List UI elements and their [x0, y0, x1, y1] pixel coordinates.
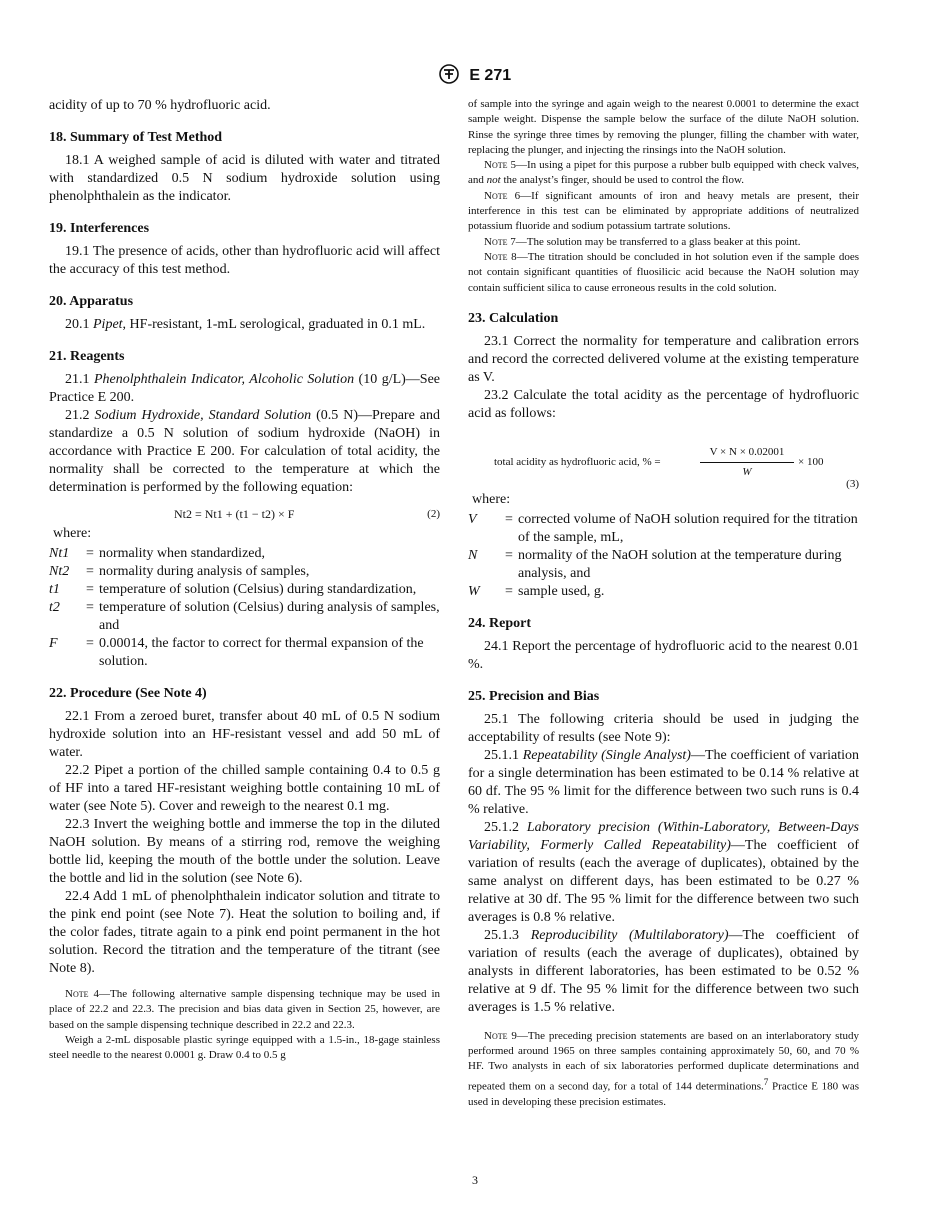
para-23-2: 23.2 Calculate the total acidity as the percentage of hydrofluoric acid as follows: — [468, 387, 859, 421]
equation-2-number: (2) — [427, 508, 440, 520]
definition-equals: = — [505, 583, 513, 599]
section-22-heading: 22. Procedure (See Note 4) — [49, 686, 207, 701]
where-label: where: — [472, 491, 511, 507]
definition-symbol: F — [49, 636, 58, 651]
definition-symbol: t1 — [49, 582, 60, 597]
where-label: where: — [53, 526, 92, 541]
note-5: Note 5—In using a pipet for this purpose a rubber bulb equipped with check valves, and not the analyst’s finger, should be used to control the flow. — [468, 159, 859, 187]
definition-symbol: t2 — [49, 600, 60, 615]
definition-row — [468, 547, 859, 583]
equation-3-denominator: W — [742, 465, 752, 478]
para-22-4: 22.4 Add 1 mL of phenolphthalein indicator solution and titrate to the pink end point (see Note 7). Heat the solution to boiling and, if the color fades, titrate again to a pink end point permanent in the hot solution. Record the titration and the temperature of the titrant (see Note 8). — [49, 889, 440, 976]
definition-symbol: W — [468, 583, 480, 599]
para-21-1: 21.1 Phenolphthalein Indicator, Alcoholic Solution (10 g/L)—See Practice E 200. — [49, 372, 441, 405]
definition-equals: = — [505, 547, 513, 563]
definition-text: corrected volume of NaOH solution required for the titration of the sample, mL, — [518, 511, 858, 545]
definition-equals: = — [86, 582, 94, 597]
definition-row — [49, 563, 440, 581]
note-7: Note 7—The solution may be transferred to a glass beaker at this point. — [484, 235, 801, 248]
page-number: 3 — [472, 1173, 478, 1187]
section-23-heading: 23. Calculation — [468, 310, 559, 326]
definition-symbol: V — [468, 511, 477, 527]
note-4: Note 4—The following alternative sample dispensing technique may be used in place of 22.2 and 22.3. The precision and bias data given in Section 25, however, are based on the sample dispensing technique described in 22.2 and 22.3. — [49, 988, 440, 1031]
definition-row — [49, 635, 440, 671]
section-18-heading: 18. Summary of Test Method — [49, 130, 223, 145]
variable-definitions — [49, 545, 440, 671]
para-20-1: 20.1 Pipet, HF-resistant, 1-mL serological, graduated in 0.1 mL. — [65, 317, 426, 332]
page-header — [0, 64, 950, 85]
definition-text: temperature of solution (Celsius) during standardization, — [99, 582, 417, 597]
syringe-continued-text: of sample into the syringe and again weigh to the nearest 0.0001 to determine the exact sample weight. Dispense the sample below the surface of the dilute NaOH solution. Rinse the syringe three times by removing the plunger, filling the chamber with water, replacing the plunger, and injecting the rinsings into the NaOH solution. — [468, 98, 859, 156]
equation-3-fraction — [700, 443, 794, 481]
section-25-heading: 25. Precision and Bias — [468, 688, 600, 704]
equation-3-label: total acidity as hydrofluoric acid, % = — [494, 455, 661, 468]
definition-row — [49, 581, 440, 599]
para-22-1: 22.1 From a zeroed buret, transfer about 40 mL of 0.5 N sodium hydroxide solution into an HF-resistant vessel and add 50 mL of water. — [49, 709, 440, 760]
para-19-1: 19.1 The presence of acids, other than hydrofluoric acid will affect the accuracy of this test method. — [49, 244, 440, 277]
definition-text: normality when standardized, — [99, 546, 266, 561]
para-25-1-1: 25.1.1 Repeatability (Single Analyst)—The coefficient of variation for a single determination has been estimated to be 0.14 % relative at 60 df. The 95 % limit for the difference between two such runs is 0.4 % relative. — [468, 747, 859, 817]
equation-2-body: Nt2 = Nt1 + (t1 − t2) × F — [174, 507, 295, 521]
equation-3 — [468, 433, 859, 491]
definition-symbol: N — [468, 547, 478, 563]
section-21-heading: 21. Reagents — [49, 349, 125, 364]
definition-equals: = — [86, 564, 94, 579]
para-24-1: 24.1 Report the percentage of hydrofluoric acid to the nearest 0.01 %. — [468, 638, 859, 672]
definition-symbol: Nt1 — [49, 546, 70, 561]
definition-row — [49, 599, 440, 635]
section-19-heading: 19. Interferences — [49, 221, 150, 236]
para-25-1-2: 25.1.2 Laboratory precision (Within-Laboratory, Between-Days Variability, Formerly Called Repeatability)—The coefficient of variation of results (each the average of duplicates), obtained by the same analyst on different days, has been estimated to be 0.27 % relative at 30 df. The 95 % limit for the difference between two such averages is 0.8 % relative. — [468, 819, 859, 925]
para-23-1: 23.1 Correct the normality for temperature and calibration errors and record the corrected delivered volume at the existing temperature as V. — [468, 333, 859, 385]
note-9: Note 9—The preceding precision statements are based on an interlaboratory study performed around 1965 on three samples containing approximately 50, 60, and 70 % HF. Two analysts in each of six laboratories performed duplicate determinations and repeated them on a second day, for a total of 144 determinations.$^7$ Practice E 180 was used in developing these precision estimates. — [468, 1029, 860, 1108]
variable-definitions — [468, 511, 859, 601]
definition-row — [468, 511, 859, 547]
definition-row — [468, 583, 859, 601]
definition-row — [49, 545, 440, 563]
section-24-heading: 24. Report — [468, 615, 531, 631]
continued-text: acidity of up to 70 % hydrofluoric acid. — [49, 98, 271, 113]
astm-logo-icon — [439, 64, 459, 84]
definition-text: sample used, g. — [518, 583, 605, 599]
definition-text: normality of the NaOH solution at the temperature during analysis, and — [518, 547, 842, 581]
para-21-2: 21.2 Sodium Hydroxide, Standard Solution (0.5 N)—Prepare and standardize a 0.5 N solution of sodium hydroxide (NaOH) in accordance with Practice E 200. For calculation of total acidity, the normality shall be corrected to the temperature at which the determination is performed by the following equation: — [49, 408, 441, 495]
doc-number: E 271 — [469, 67, 512, 84]
definition-equals: = — [505, 511, 513, 527]
definition-text: normality during analysis of samples, — [99, 564, 310, 579]
para-22-3: 22.3 Invert the weighing bottle and immerse the top in the diluted NaOH solution. By means of a stirring rod, remove the weighing bottle lid, keeping the mouth of the bottle under the solution. Leave the bottle and lid in the solution (see Note 6). — [49, 817, 440, 886]
para-25-1-3: 25.1.3 Reproducibility (Multilaboratory)—The coefficient of variation of results (each the average of duplicates), obtained by analysts in different laboratories, has been estimated to be 0.52 % relative at 9 df. The 95 % limit for the difference between two such averages is 1.5 % relative. — [468, 927, 859, 1015]
definition-symbol: Nt2 — [49, 564, 70, 579]
definition-text: 0.00014, the factor to correct for thermal expansion of the solution. — [99, 636, 424, 669]
section-20-heading: 20. Apparatus — [49, 294, 134, 309]
right-column — [468, 97, 859, 1110]
definition-equals: = — [86, 600, 94, 615]
para-25-1: 25.1 The following criteria should be used in judging the acceptability of results (see Note 9): — [468, 711, 859, 745]
equation-3-numerator: V × N × 0.02001 — [700, 443, 794, 463]
equation-3-number: (3) — [846, 477, 859, 490]
para-18-1: 18.1 A weighed sample of acid is diluted with water and titrated with standardized 0.5 N sodium hydroxide solution using phenolphthalein as the indicator. — [49, 153, 440, 204]
equation-2 — [49, 503, 440, 525]
para-22-2: 22.2 Pipet a portion of the chilled sample containing 0.4 to 0.5 g of HF into a tared HF-resistant weighing bottle containing 10 mL of water (see Note 5). Cover and reweigh to the nearest 0.1 mg. — [49, 763, 440, 814]
note-8: Note 8—The titration should be concluded in hot solution even if the sample does not contain significant quantities of fluosilicic acid because the NaOH solution may contain sufficient silica to cause erroneous results in the cold solution. — [468, 250, 860, 294]
definition-text: temperature of solution (Celsius) during analysis of samples, and — [99, 600, 440, 633]
definition-equals: = — [86, 546, 94, 561]
equation-3-tail: × 100 — [798, 455, 824, 468]
left-column — [49, 97, 440, 1063]
note-6: Note 6—If significant amounts of iron and heavy metals are present, their interference in this test can be eliminated by appropriate additions of neutralized potassium fluoride and sodium potassium tartrate solutions. — [468, 189, 859, 233]
definition-equals: = — [86, 636, 94, 651]
note-4-continued: Weigh a 2-mL disposable plastic syringe equipped with a 1.5-in., 18-gage stainless steel needle to the nearest 0.0001 g. Draw 0.4 to 0.5 g — [49, 1033, 440, 1062]
